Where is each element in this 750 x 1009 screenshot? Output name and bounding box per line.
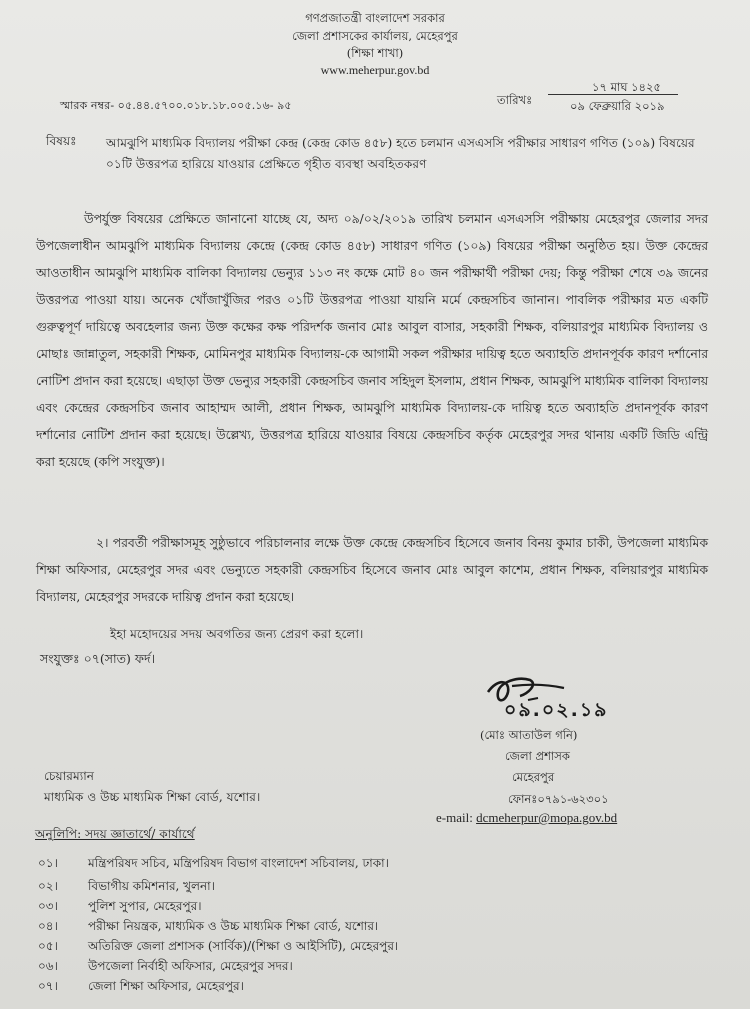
cc-heading: অনুলিপি: সদয় জ্ঞাতার্থে/ কার্যার্থে — [35, 827, 195, 841]
subject-label: বিষয়ঃ — [46, 134, 77, 148]
cc-item-number: ০৫। — [38, 939, 58, 953]
body-paragraph-2: ২। পরবর্তী পরীক্ষাসমূহ সুষ্ঠুভাবে পরিচালনার লক্ষে উক্ত কেন্দ্রে কেন্দ্রসচিব হিসেবে জনাব বিনয় কুমার চাকী, উপজেলা মাধ্যমিক শিক্ষা অফিসার, মেহেরপুর সদর এবং ভেন্যুতে সহকারী কেন্দ্রসচিব হিসেবে জনাব মোঃ আবুল কাশেম, প্রধান শিক্ষক, বলিয়ারপুর মাধ্যমিক বিদ্যালয়, মেহেরপুর সদরকে দায়িত্ব প্রদান করা হয়েছে। — [36, 536, 708, 604]
cc-item-number: ০৩। — [38, 899, 58, 913]
cc-item-number: ০২। — [38, 879, 58, 893]
cc-list-item — [38, 938, 398, 958]
cc-list-item — [38, 978, 244, 998]
signatory-name: (মোঃ আতাউল গনি) — [480, 728, 578, 742]
email-address: dcmeherpur@mopa.gov.bd — [476, 810, 618, 825]
signatory-phone: ফোনঃ০৭৯১-৬২৩০১ — [508, 792, 609, 806]
letterhead-office: জেলা প্রশাসকের কার্যালয়, মেহেরপুর — [292, 29, 458, 43]
cc-list-item — [38, 918, 378, 938]
cc-item-text: জেলা শিক্ষা অফিসার, মেহেরপুর। — [88, 979, 244, 993]
memo-number: স্মারক নম্বর- ০৫.৪৪.৫৭০০.০১৮.১৮.০০৫.১৬- ৯৫ — [60, 99, 292, 112]
letterhead-website: www.meherpur.gov.bd — [320, 63, 430, 77]
cc-item-text: মন্ত্রিপরিষদ সচিব, মন্ত্রিপরিষদ বিভাগ বাংলাদেশ সচিবালয়, ঢাকা। — [88, 856, 389, 870]
cc-list-item — [38, 898, 202, 918]
letterhead-section: (শিক্ষা শাখা) — [346, 46, 404, 60]
letterhead-government: গণপ্রজাতন্ত্রী বাংলাদেশ সরকার — [305, 11, 445, 25]
cc-list-item — [38, 855, 389, 875]
cc-item-number: ০৭। — [38, 979, 58, 993]
signature-date: ০৯.০২.১৯ — [504, 699, 609, 721]
cc-item-text: অতিরিক্ত জেলা প্রশাসক (সার্বিক)/(শিক্ষা ও আইসিটি), মেহেরপুর। — [88, 939, 399, 953]
signatory-email — [436, 810, 617, 826]
date-divider — [548, 94, 678, 95]
body-paragraph-3: ইহা মহোদয়ের সদয় অবগতির জন্য প্রেরণ করা হলো। — [110, 627, 364, 641]
cc-item-text: পুলিশ সুপার, মেহেরপুর। — [88, 899, 202, 913]
enclosure: সংযুক্তঃ ০৭(সাত) ফর্দ। — [40, 651, 156, 666]
cc-item-number: ০১। — [38, 856, 58, 870]
signatory-title: জেলা প্রশাসক — [505, 749, 570, 763]
subject-text: আমঝুপি মাধ্যমিক বিদ্যালয় পরীক্ষা কেন্দ্র (কেন্দ্র কোড ৪৫৮) হতে চলমান এসএসসি পরীক্ষার সাধারণ গণিত (১০৯) বিষয়ের ০১টি উত্তরপত্র হারিয়ে যাওয়ার প্রেক্ষিতে গৃহীত ব্যবস্থা অবহিতকরণ — [106, 136, 695, 171]
cc-item-text: পরীক্ষা নিয়ন্ত্রক, মাধ্যমিক ও উচ্চ মাধ্যমিক শিক্ষা বোর্ড, যশোর। — [88, 919, 379, 933]
cc-item-text: উপজেলা নির্বাহী অফিসার, মেহেরপুর সদর। — [88, 959, 293, 973]
cc-list-item — [38, 878, 215, 898]
recipient-title: চেয়ারম্যান — [44, 769, 95, 783]
cc-item-text: বিভাগীয় কমিশনার, খুলনা। — [88, 879, 215, 893]
body-paragraph-1: উপর্যুক্ত বিষয়ের প্রেক্ষিতে জানানো যাচ্ছে যে, অদ্য ০৯/০২/২০১৯ তারিখ চলমান এসএসসি পরীক্ষায় মেহেরপুর জেলার সদর উপজেলাধীন আমঝুপি মাধ্যমিক বিদ্যালয় কেন্দ্রে (কেন্দ্র কোড ৪৫৮) সাধারণ গণিত (১০৯) বিষয়ের পরীক্ষা অনুষ্ঠিত হয়। উক্ত কেন্দ্রের আওতাধীন আমঝুপি মাধ্যমিক বালিকা বিদ্যালয় ভেন্যুর ১১৩ নং কক্ষে মোট ৪০ জন পরীক্ষার্থী পরীক্ষা দেয়; কিন্তু পরীক্ষা শেষে ৩৯ জনের উত্তরপত্র পাওয়া যায়। অনেক খোঁজাখুঁজির পরও ০১টি উত্তরপত্র পাওয়া যায়নি মর্মে কেন্দ্রসচিব জানান। পাবলিক পরীক্ষার মত একটি গুরুত্বপূর্ণ দায়িত্বে অবহেলার জন্য উক্ত কক্ষের কক্ষ পরিদর্শক জনাব মোঃ আবুল বাসার, সহকারী শিক্ষক, বলিয়ারপুর মাধ্যমিক বিদ্যালয় ও মোছাঃ জান্নাতুল, সহকারী শিক্ষক, মোমিনপুর মাধ্যমিক বিদ্যালয়-কে আগামী সকল পরীক্ষার দায়িত্ব হতে অব্যাহতি প্রদানপূর্বক কারণ দর্শানোর নোটিশ প্রদান করা হয়েছে। এছাড়া উক্ত ভেন্যুর সহকারী কেন্দ্রসচিব জনাব সহিদুল ইসলাম, প্রধান শিক্ষক, আমঝুপি মাধ্যমিক বালিকা বিদ্যালয় এবং কেন্দ্রের কেন্দ্রসচিব জনাব আহাম্মদ আলী, প্রধান শিক্ষক, আমঝুপি মাধ্যমিক বিদ্যালয়-কে দায়িত্ব হতে অব্যাহতি প্রদানপূর্বক কারণ দর্শানোর নোটিশ প্রদান করা হয়েছে। উল্লেখ্য, উত্তরপত্র হারিয়ে যাওয়ার বিষয়ে কেন্দ্রসচিব কর্তৃক মেহেরপুর সদর থানায় একটি জিডি এন্ট্রি করা হয়েছে (কপি সংযুক্ত)। — [36, 212, 708, 469]
signatory-place: মেহেরপুর — [512, 770, 555, 784]
cc-item-number: ০৪। — [38, 919, 58, 933]
date-bangla: ১৭ মাঘ ১৪২৫ — [592, 80, 661, 94]
cc-item-number: ০৬। — [38, 959, 58, 973]
recipient-organization: মাধ্যমিক ও উচ্চ মাধ্যমিক শিক্ষা বোর্ড, যশোর। — [44, 790, 261, 804]
email-label: e-mail: — [436, 810, 473, 825]
date-gregorian: ০৯ ফেব্রুয়ারি ২০১৯ — [570, 99, 665, 113]
cc-list-item — [38, 958, 293, 978]
date-label: তারিখঃ — [497, 93, 533, 107]
